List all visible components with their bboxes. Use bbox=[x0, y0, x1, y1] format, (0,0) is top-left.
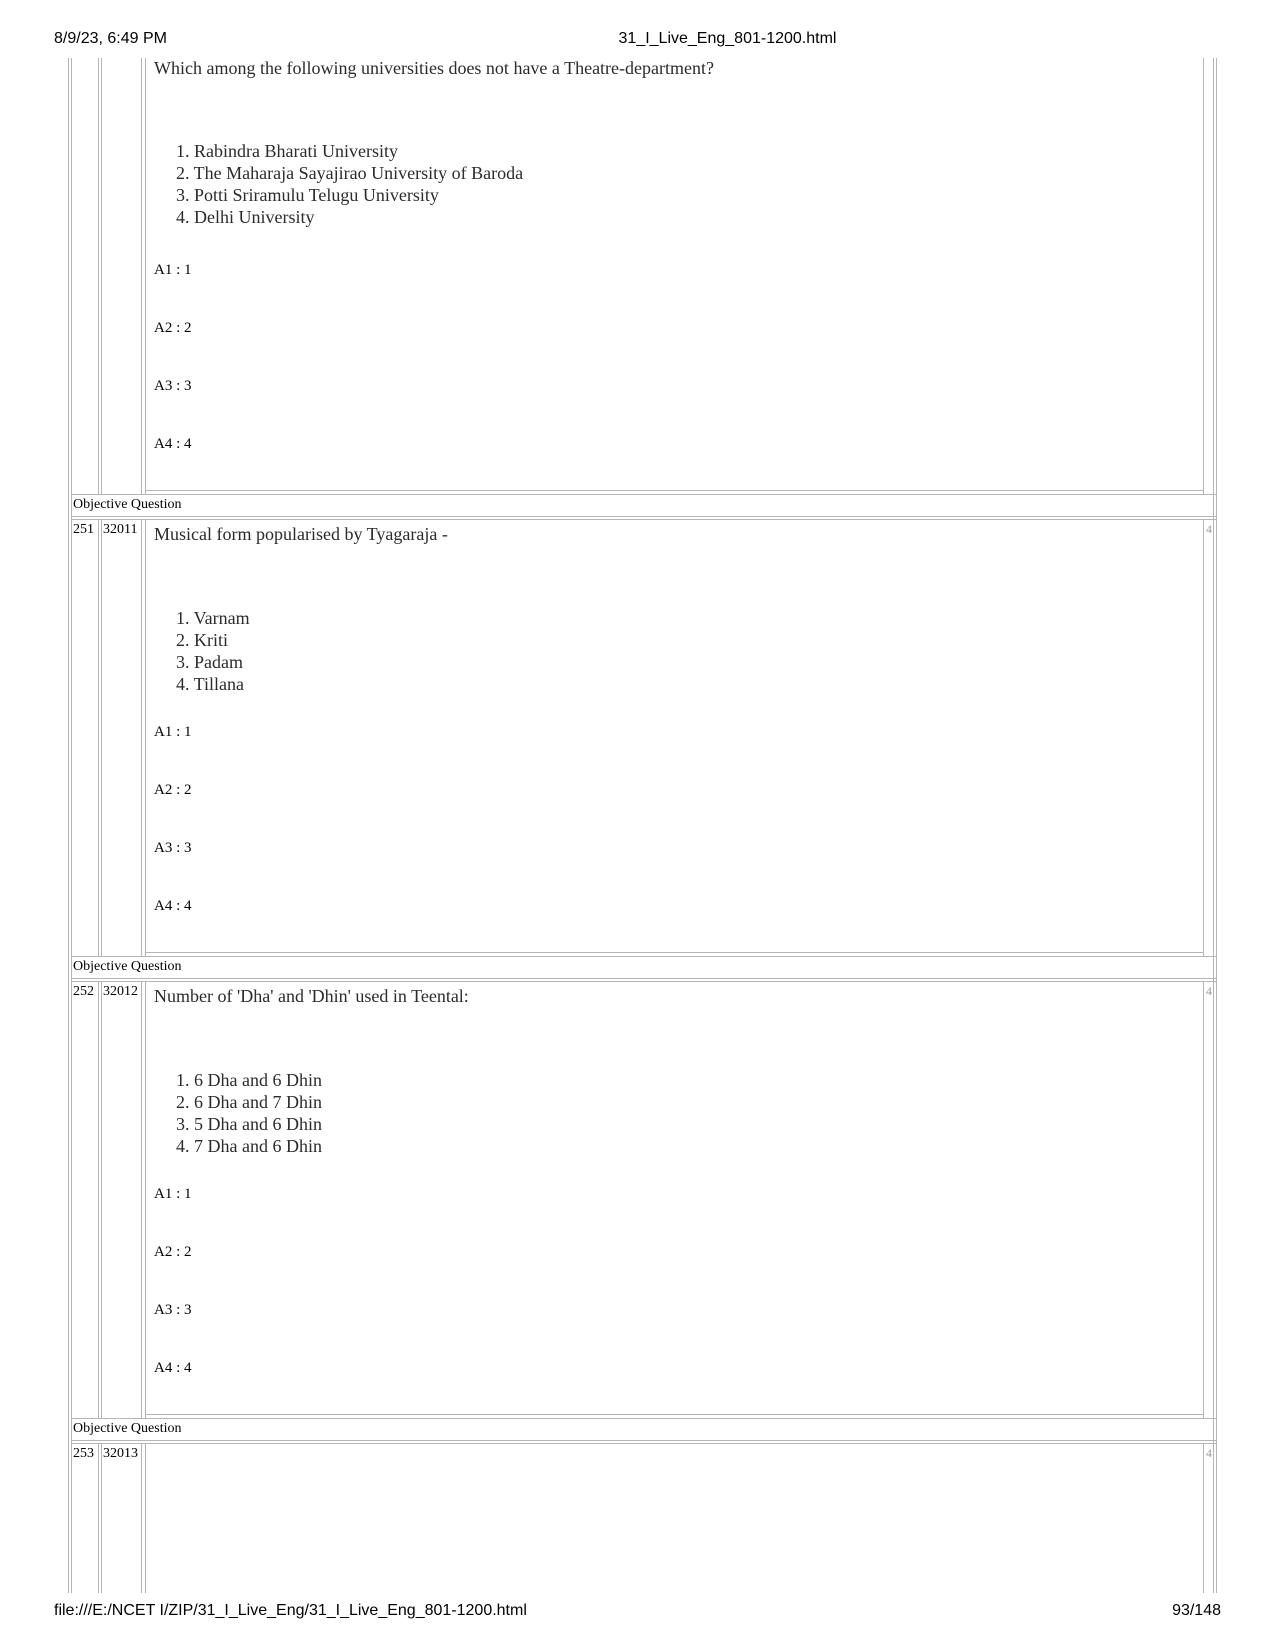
table-rule bbox=[1216, 58, 1217, 1593]
option-item: 2. 6 Dha and 7 Dhin bbox=[176, 1092, 322, 1112]
clipped-marks-cell: 4 bbox=[1206, 522, 1212, 536]
question-id: 32012 bbox=[103, 984, 138, 999]
table-rule bbox=[145, 490, 1203, 491]
answer-key: A4 : 4 bbox=[154, 436, 192, 452]
serial-number: 252 bbox=[73, 984, 94, 999]
table-rule bbox=[71, 58, 72, 1593]
option-item: 4. Delhi University bbox=[176, 207, 315, 227]
print-page-number: 93/148 bbox=[1172, 1602, 1221, 1619]
table-rule bbox=[145, 519, 146, 956]
table-rule bbox=[141, 58, 142, 494]
question-id: 32011 bbox=[103, 522, 138, 537]
option-item: 2. The Maharaja Sayajirao University of Baroda bbox=[176, 163, 524, 183]
clipped-marks-cell: 4 bbox=[1206, 984, 1212, 998]
table-rule bbox=[1203, 981, 1204, 1418]
table-rule bbox=[71, 516, 1216, 517]
option-item: 1. 6 Dha and 6 Dhin bbox=[176, 1070, 322, 1090]
answer-key: A3 : 3 bbox=[154, 840, 192, 856]
question-id: 32013 bbox=[103, 1446, 138, 1461]
option-item: 3. Potti Sriramulu Telugu University bbox=[176, 185, 439, 205]
table-rule bbox=[98, 981, 99, 1418]
table-rule bbox=[101, 981, 102, 1418]
table-rule bbox=[1203, 519, 1204, 956]
option-item: 2. Kriti bbox=[176, 630, 228, 650]
table-rule bbox=[101, 1443, 102, 1593]
option-item: 1. Rabindra Bharati University bbox=[176, 141, 398, 161]
table-rule bbox=[145, 1414, 1203, 1415]
table-rule bbox=[98, 1443, 99, 1593]
answer-key: A3 : 3 bbox=[154, 378, 192, 394]
table-rule bbox=[71, 1418, 1216, 1419]
table-rule bbox=[145, 981, 146, 1418]
clipped-marks-cell: 4 bbox=[1206, 1446, 1212, 1460]
table-rule bbox=[71, 981, 1216, 982]
table-rule bbox=[98, 58, 99, 494]
print-footer bbox=[0, 1602, 1275, 1624]
table-rule bbox=[71, 1443, 1216, 1444]
answer-key: A2 : 2 bbox=[154, 782, 192, 798]
table-rule bbox=[1213, 58, 1214, 1593]
serial-number: 253 bbox=[73, 1446, 94, 1461]
print-doc-title: 31_I_Live_Eng_801-1200.html bbox=[618, 30, 837, 47]
option-list bbox=[176, 1069, 322, 1157]
question-type-label: Objective Question bbox=[73, 497, 182, 512]
option-item: 4. 7 Dha and 6 Dhin bbox=[176, 1136, 322, 1156]
option-item: 4. Tillana bbox=[176, 674, 245, 694]
table-rule bbox=[71, 519, 1216, 520]
answer-key: A3 : 3 bbox=[154, 1302, 192, 1318]
table-rule bbox=[71, 494, 1216, 495]
print-file-path: file:///E:/NCET I/ZIP/31_I_Live_Eng/31_I_Live_Eng_801-1200.html bbox=[54, 1602, 527, 1619]
table-rule bbox=[145, 952, 1203, 953]
table-rule bbox=[71, 1440, 1216, 1441]
question-text: Which among the following universities does not have a Theatre-department? bbox=[154, 58, 714, 78]
table-rule bbox=[1203, 1443, 1204, 1593]
option-item: 1. Varnam bbox=[176, 608, 250, 628]
table-rule bbox=[71, 978, 1216, 979]
table-rule bbox=[98, 519, 99, 956]
option-list bbox=[176, 607, 250, 695]
question-text: Musical form popularised by Tyagaraja - bbox=[154, 524, 448, 544]
table-rule bbox=[101, 519, 102, 956]
table-rule bbox=[141, 1443, 142, 1593]
answer-key: A4 : 4 bbox=[154, 898, 192, 914]
answer-key: A2 : 2 bbox=[154, 320, 192, 336]
print-header bbox=[0, 30, 1275, 52]
answer-key: A2 : 2 bbox=[154, 1244, 192, 1260]
table-rule bbox=[68, 58, 69, 1593]
answer-key: A1 : 1 bbox=[154, 262, 192, 278]
question-text: Number of 'Dha' and 'Dhin' used in Teental: bbox=[154, 986, 469, 1006]
print-datetime: 8/9/23, 6:49 PM bbox=[54, 30, 167, 47]
table-rule bbox=[141, 981, 142, 1418]
table-rule bbox=[141, 519, 142, 956]
answer-key: A1 : 1 bbox=[154, 724, 192, 740]
answer-key: A4 : 4 bbox=[154, 1360, 192, 1376]
answer-key: A1 : 1 bbox=[154, 1186, 192, 1202]
question-type-label: Objective Question bbox=[73, 959, 182, 974]
option-list bbox=[176, 140, 523, 228]
table-rule bbox=[1203, 58, 1204, 494]
serial-number: 251 bbox=[73, 522, 94, 537]
table-rule bbox=[101, 58, 102, 494]
table-rule bbox=[71, 956, 1216, 957]
option-item: 3. Padam bbox=[176, 652, 243, 672]
table-rule bbox=[145, 58, 146, 494]
option-item: 3. 5 Dha and 6 Dhin bbox=[176, 1114, 322, 1134]
question-type-label: Objective Question bbox=[73, 1421, 182, 1436]
table-rule bbox=[145, 1443, 146, 1593]
